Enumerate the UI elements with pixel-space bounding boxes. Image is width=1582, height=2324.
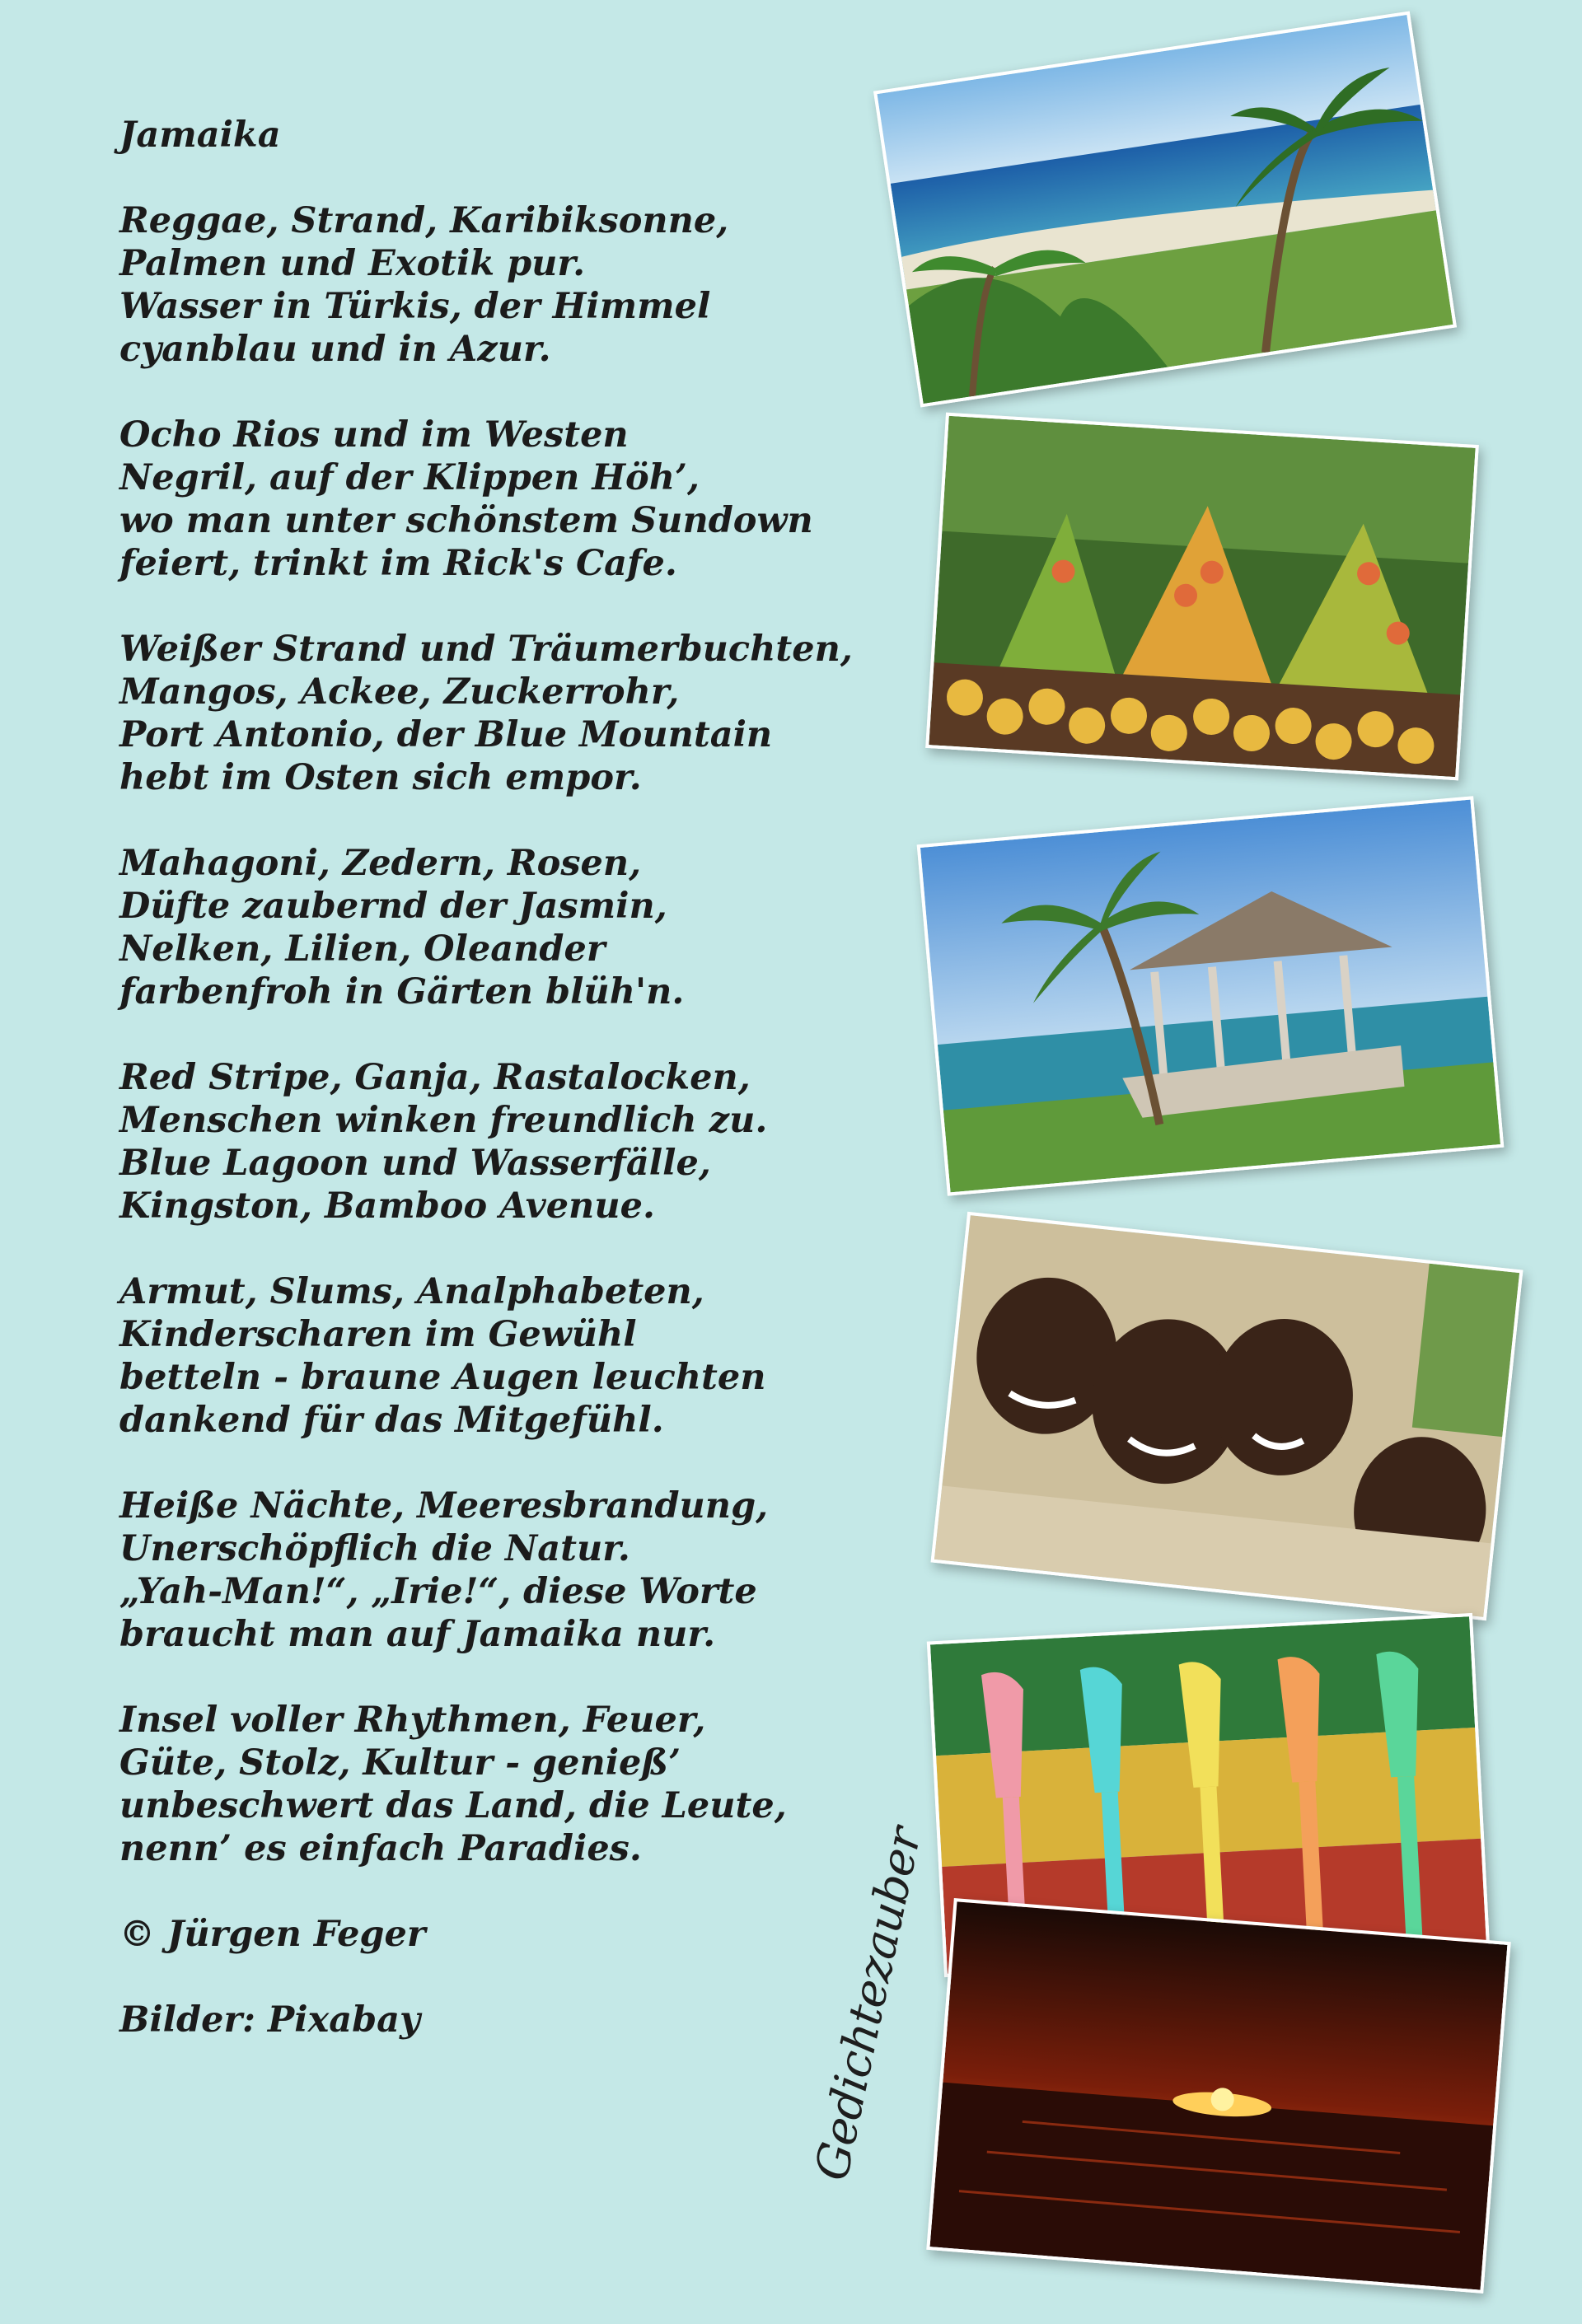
mango-stand-photo <box>925 413 1479 781</box>
poem-line: Nelken, Lilien, Oleander <box>119 928 606 970</box>
poem-line: feiert, trinkt im Rick's Cafe. <box>119 543 677 584</box>
poem <box>119 114 902 2084</box>
stanza <box>119 842 902 1013</box>
sunset-photo <box>926 1898 1510 2294</box>
poem-line: Menschen winken freundlich zu. <box>119 1100 768 1141</box>
poem-title: Jamaika <box>119 115 281 156</box>
poem-line: braucht man auf Jamaika nur. <box>119 1614 716 1655</box>
poem-line: Düfte zaubernd der Jasmin, <box>119 886 667 927</box>
poem-line: betteln - braune Augen leuchten <box>119 1357 766 1398</box>
poem-line: Ocho Rios und im Westen <box>119 414 629 456</box>
children-photo <box>930 1212 1523 1621</box>
poem-line: Heiße Nächte, Meeresbrandung, <box>119 1485 769 1527</box>
beach-palms-photo <box>873 12 1457 408</box>
poem-line: Negril, auf der Klippen Höh’, <box>119 457 700 498</box>
poem-line: Kinderscharen im Gewühl <box>119 1314 637 1355</box>
poem-line: nenn’ es einfach Paradies. <box>119 1828 642 1869</box>
poem-line: hebt im Osten sich empor. <box>119 757 642 798</box>
poem-line: dankend für das Mitgefühl. <box>119 1400 664 1441</box>
poem-line: Güte, Stolz, Kultur - genieß’ <box>119 1742 681 1784</box>
gazebo-sea-photo <box>917 796 1505 1195</box>
image-credits: Bilder: Pixabay <box>119 1999 421 2041</box>
poem-line: Armut, Slums, Analphabeten, <box>119 1271 704 1312</box>
poem-line: Kingston, Bamboo Avenue. <box>119 1185 655 1227</box>
poem-line: farbenfroh in Gärten blüh'n. <box>119 971 685 1012</box>
poem-line: Blue Lagoon und Wasserfälle, <box>119 1143 711 1184</box>
stanza <box>119 1270 902 1442</box>
stanza <box>119 628 902 799</box>
copyright: © Jürgen Feger <box>119 1914 426 1955</box>
stanza <box>119 1056 902 1227</box>
stanza <box>119 414 902 585</box>
stanza <box>119 1485 902 1656</box>
poem-line: Insel voller Rhythmen, Feuer, <box>119 1700 706 1741</box>
poem-stanzas <box>119 199 902 1870</box>
poem-line: Palmen und Exotik pur. <box>119 243 586 284</box>
poem-line: Port Antonio, der Blue Mountain <box>119 714 773 755</box>
poem-line: Weißer Strand und Träumerbuchten, <box>119 629 853 670</box>
poem-line: Unerschöpflich die Natur. <box>119 1528 630 1569</box>
poem-line: Mangos, Ackee, Zuckerrohr, <box>119 671 680 713</box>
poem-line: unbeschwert das Land, die Leute, <box>119 1785 787 1826</box>
poem-line: Reggae, Strand, Karibiksonne, <box>119 200 729 241</box>
poem-line: cyanblau und in Azur. <box>119 329 551 370</box>
poem-line: Wasser in Türkis, der Himmel <box>119 286 711 327</box>
stanza <box>119 1699 902 1870</box>
stanza <box>119 199 902 371</box>
signature-logo: Gedichtezauber <box>805 1823 933 2186</box>
poem-line: „Yah-Man!“, „Irie!“, diese Worte <box>119 1571 757 1612</box>
poem-line: Red Stripe, Ganja, Rastalocken, <box>119 1057 751 1098</box>
poem-line: wo man unter schönstem Sundown <box>119 500 813 541</box>
poem-line: Mahagoni, Zedern, Rosen, <box>119 843 642 884</box>
